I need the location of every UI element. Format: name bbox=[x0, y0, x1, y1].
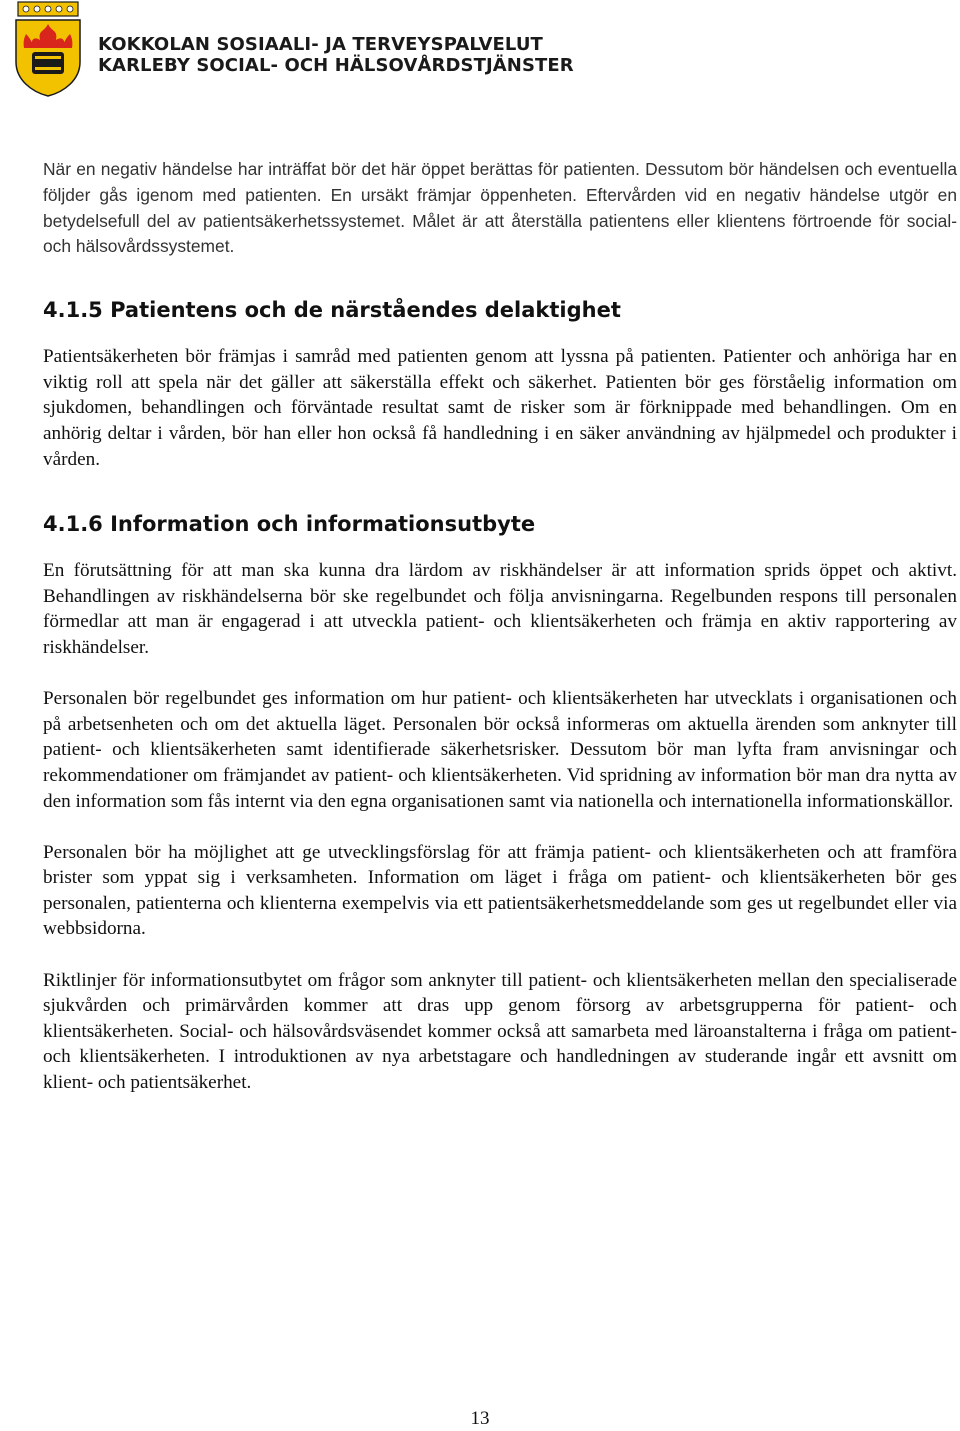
coat-of-arms-icon bbox=[12, 0, 84, 98]
page-number: 13 bbox=[470, 1408, 490, 1429]
page-header bbox=[12, 0, 572, 100]
organization-name-swedish: KARLEBY SOCIAL- OCH HÄLSOVÅRDSTJÄNSTER bbox=[98, 55, 574, 76]
section-4-1-6-paragraph-4: Riktlinjer för informationsutbytet om frågor som anknyter till patient- och klientsäkerheten mellan den specialiserade sjukvården och primärvården kommer att dras upp genom försorg av arbetsgrupperna för patient- och klientsäkerheten. Social- och hälsovårdsväsendet kommer också att samarbeta med läroanstalterna i fråga om patient- och klientsäkerheten. I introduktionen av nya arbetstagare och handledningen av studerande ingår ett avsnitt om klient- och patientsäkerhet. bbox=[43, 969, 957, 1094]
organization-name bbox=[98, 34, 574, 76]
organization-name-finnish: KOKKOLAN SOSIAALI- JA TERVEYSPALVELUT bbox=[98, 34, 543, 55]
section-4-1-6-paragraph-1: En förutsättning för att man ska kunna dra lärdom av riskhändelser är att information sprids öppet och aktivt. Behandlingen av riskhändelserna bör ske regelbundet och följa anvisningarna. Regelbunden respons till personalen förmedlar att man är engagerad i att utveckla patient- och klientsäkerheten och främja en aktiv rapportering av riskhändelser. bbox=[43, 560, 957, 658]
section-4-1-6-paragraph-2: Personalen bör regelbundet ges information om hur patient- och klientsäkerheten har utvecklats i organisationen och på arbetsenheten och om det aktuella läget. Personalen bör också informeras om aktuella ärenden som anknyter till patient- och klientsäkerheten samt identifierade säkerhetsrisker. Dessutom bör man lyfta fram anvisningar och rekommendationer om främjandet av patient- och klientsäkerheten. Vid spridning av information bör man dra nytta av den information som fås internt via den egna organisationen samt via nationella och internationella informationskällor. bbox=[43, 688, 957, 812]
section-heading-4-1-6: 4.1.6 Information och informationsutbyte bbox=[43, 512, 536, 537]
section-4-1-5-paragraph: Patientsäkerheten bör främjas i samråd med patienten genom att lyssna på patienten. Patienter och anhöriga har en viktig roll att spela när det gäller att säkerställa effekt och säkerhet. Patienten bör ges förståelig information om sjukdomen, behandlingen och förväntade resultat samt de risker som är förknippade med behandlingen. Om en anhörig deltar i vården, bör han eller hon också få handledning i en säker användning av hjälpmedel och produkter i vården. bbox=[43, 346, 957, 470]
section-heading-4-1-5: 4.1.5 Patientens och de närståendes delaktighet bbox=[43, 298, 621, 323]
intro-paragraph: När en negativ händelse har inträffat bör det här öppet berättas för patienten. Dessutom bör händelsen och eventuella följder gås igenom med patienten. En ursäkt främjar öppenheten. Eftervården vid en negativ händelse utgör en betydelsefull del av patientsäkerhetssystemet. Målet är att återställa patientens eller klientens förtroende för social- och hälsovårdssystemet. bbox=[43, 159, 957, 257]
document-body bbox=[43, 157, 957, 1096]
section-4-1-6-paragraph-3: Personalen bör ha möjlighet att ge utvecklingsförslag för att främja patient- och klientsäkerheten och att framföra brister som yppat sig i verksamheten. Information om läget i fråga om patient- och klientsäkerheten bör ges personalen, patienterna och klienterna exempelvis via ett patientsäkerhetsmeddelande som ges ut regelbundet eller via webbsidorna. bbox=[43, 841, 957, 940]
